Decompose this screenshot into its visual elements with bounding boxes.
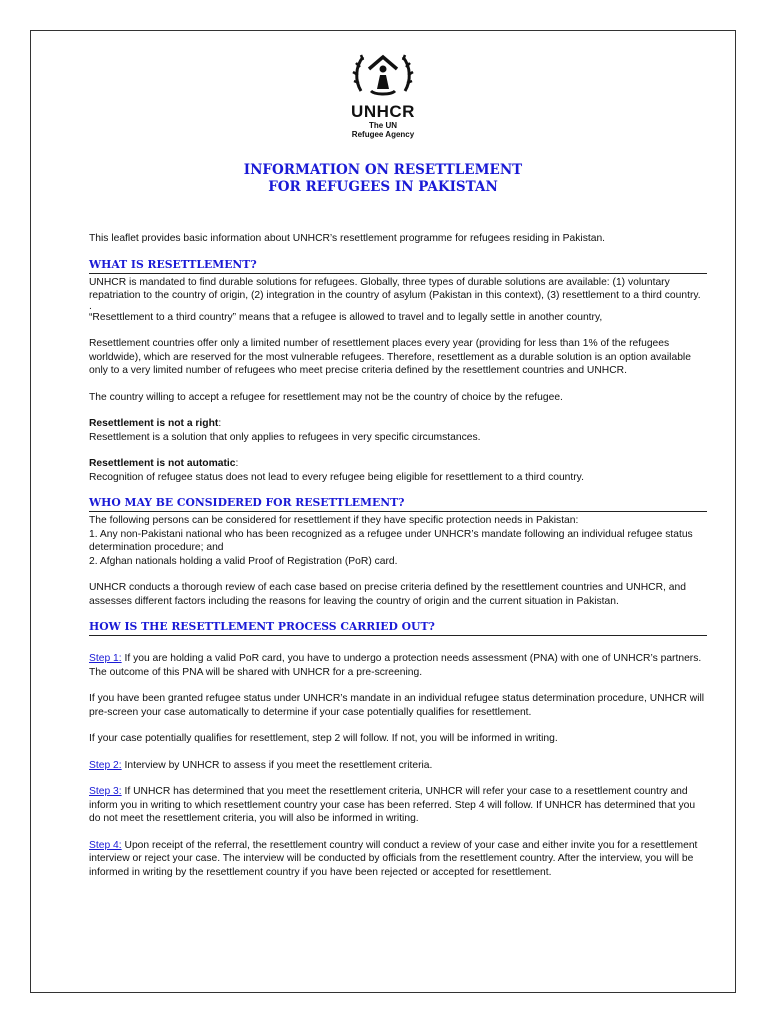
step-3-text: If UNHCR has determined that you meet the resettlement criteria, UNHCR will refer your case to a resettlement country and inform you in writing to which resettlement country your case has been referred. Step 4 will follow. If UNHCR has determined that you do not meet the resettlement criteria, you will also be informed in writing. [89,786,696,824]
paragraph: If your case potentially qualifies for resettlement, step 2 will follow. If not, you will be informed in writing. [89,733,558,744]
brand-subtitle-line1: The UN [369,121,397,130]
paragraph: Recognition of refugee status does not lead to every refugee being eligible for resettlement to a third country. [89,471,584,483]
list-item: 1. Any non-Pakistani national who has been recognized as a refugee under UNHCR’s mandate following an individual refugee status determination procedure; and [89,528,693,553]
colon: : [218,418,222,429]
bold-label: Resettlement is not a right [89,418,219,429]
step-1-text: If you are holding a valid PoR card, you have to undergo a protection needs assessment (PNA) with one of UNHCR’s partners. The outcome of this PNA will be shared with UNHCR for a pre-screening. [89,653,702,678]
title-line2: FOR REFUGEES IN PAKISTAN [268,179,498,195]
step-2-text: Interview by UNHCR to assess if you meet the resettlement criteria. [121,759,433,771]
stray-dot: . [89,300,92,312]
bold-note-not-automatic [89,457,707,471]
step-3-paragraph [89,785,707,826]
step-4-link[interactable]: Step 4: [89,839,122,851]
paragraph: Resettlement countries offer only a limited number of resettlement places every year (providing for less than 1% of the refugees worldwide), which are reserved for the most vulnerable refugees. Therefore, resettlement as a durable solution is an option available only to a very limited number of refugees who meet precise criteria defined by the resettlement countries and UNHCR. [89,338,691,376]
paragraph: UNHCR conducts a thorough review of each case based on precise criteria defined by the resettlement countries and UNHCR, and assesses different factors including the reasons for leaving the country of origin and the current situation in Pakistan. [89,582,686,607]
step-1-link[interactable]: Step 1: [89,653,122,664]
document-page [30,30,736,993]
title-line1: INFORMATION ON RESETTLEMENT [243,162,523,178]
intro-paragraph: This leaflet provides basic information about UNHCR’s resettlement programme for refugees residing in Pakistan. [89,233,606,244]
colon: : [235,458,239,469]
document-title [31,162,735,196]
paragraph: “Resettlement to a third country” means that a refugee is allowed to travel and to legally settle in another country, [89,311,603,323]
step-4-text: Upon receipt of the referral, the resettlement country will conduct a review of your case and either invite you for a resettlement interview or reject your case. The interview will be conducted by officials from the resettlement country. After the interview, you will be informed in writing by the resettlement country if you have been rejected or accepted for resettlement. [89,839,698,878]
step-2-paragraph [89,759,707,773]
paragraph: Resettlement is a solution that only applies to refugees in very specific circumstances. [89,431,481,443]
document-body [89,232,707,879]
paragraph: The following persons can be considered for resettlement if they have specific protection needs in Pakistan: [89,515,579,526]
step-2-link[interactable]: Step 2: [89,759,122,771]
unhcr-logo [31,45,735,139]
section-heading-resettlement-process: HOW IS THE RESETTLEMENT PROCESS CARRIED OUT? [89,620,707,636]
step-3-link[interactable]: Step 3: [89,786,122,797]
list-item: 2. Afghan nationals holding a valid Proof of Registration (PoR) card. [89,555,398,567]
step-4-paragraph [89,839,707,880]
paragraph: If you have been granted refugee status under UNHCR’s mandate in an individual refugee status determination procedure, UNHCR will pre-screen your case automatically to determine if your case potentially qualifies for resettlement. [89,693,705,718]
section-heading-who-may-be-considered: WHO MAY BE CONSIDERED FOR RESETTLEMENT? [89,496,707,512]
bold-label: Resettlement is not automatic [89,458,236,469]
brand-subtitle-line2: Refugee Agency [351,130,415,139]
unhcr-emblem-icon [351,45,415,101]
paragraph: UNHCR is mandated to find durable solutions for refugees. Globally, three types of durable solutions are available: (1) voluntary repatriation to the country of origin, (2) integration in the country of asylum (Pakistan in this context), (3) resettlement to a third country. [89,276,701,301]
paragraph: The country willing to accept a refugee for resettlement may not be the country of choice by the refugee. [89,391,563,403]
step-1-paragraph [89,652,707,679]
section-heading-what-is-resettlement: WHAT IS RESETTLEMENT? [89,258,707,274]
brand-name: UNHCR [351,102,415,121]
bold-note-not-a-right [89,417,707,431]
